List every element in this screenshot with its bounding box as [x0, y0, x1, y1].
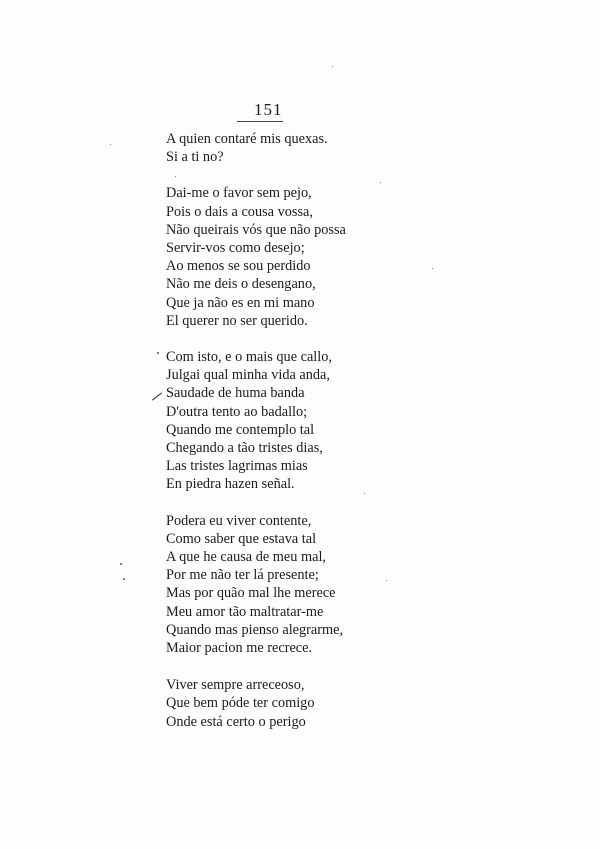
scan-speck — [364, 493, 365, 494]
header-rule — [237, 121, 283, 122]
stanza-2 — [166, 184, 446, 330]
scan-speck — [123, 578, 125, 580]
poem-line: Meu amor tão maltratar-me — [166, 603, 324, 620]
poem-line: D'outra tento ao badallo; — [166, 403, 308, 420]
poem-line: Não queirais vós que não possa — [166, 221, 346, 238]
poem-line: Quando me contemplo tal — [166, 421, 315, 438]
poem-line: Dai-me o favor sem pejo, — [166, 185, 312, 202]
poem-line: Como saber que estava tal — [166, 530, 317, 547]
poem-line: Que bem póde ter comigo — [166, 695, 315, 712]
poem-line: A que he causa de meu mal, — [166, 549, 326, 566]
poem-line: Não me deis o desengano, — [166, 276, 316, 293]
stanza-4 — [166, 512, 446, 658]
poem — [166, 130, 446, 731]
scan-speck — [175, 176, 176, 177]
scan-speck — [432, 268, 433, 269]
poem-line: Julgai qual minha vida anda, — [166, 367, 330, 384]
poem-line: Servir-vos como desejo; — [166, 240, 305, 257]
poem-line: Ao menos se sou perdido — [166, 258, 311, 275]
scan-speck — [110, 144, 111, 145]
poem-line: A quien contaré mis quexas. — [166, 131, 328, 147]
poem-line: Chegando a tão tristes dias, — [166, 440, 323, 457]
scan-speck — [120, 563, 122, 565]
poem-line: Las tristes lagrimas mias — [166, 458, 308, 475]
poem-line: Com isto, e o mais que callo, — [166, 349, 332, 366]
poem-line: Si a ti no? — [166, 149, 224, 166]
poem-line: Podera eu viver contente, — [166, 512, 312, 529]
poem-line: El querer no ser querido. — [166, 312, 308, 329]
scan-speck — [386, 580, 387, 581]
poem-line: Maior pacion me recrece. — [166, 640, 313, 657]
poem-line: Quando mas pienso alegrarme, — [166, 621, 344, 638]
poem-line: Saudade de huma banda — [166, 385, 305, 402]
poem-line: Pois o dais a cousa vossa, — [166, 203, 313, 220]
stanza-3 — [166, 348, 446, 494]
poem-line: Que ja não es en mi mano — [166, 294, 315, 311]
page-number: 151 — [254, 100, 283, 119]
poem-line: Por me não ter lá presente; — [166, 567, 319, 584]
scan-speck — [332, 66, 333, 67]
poem-line: Viver sempre arreceoso, — [166, 677, 305, 694]
scan-speck — [380, 182, 381, 183]
pen-mark — [152, 392, 162, 400]
scan-speck — [157, 352, 159, 354]
stanza-5 — [166, 676, 446, 731]
poem-line: Mas por quão mal lhe merece — [166, 585, 336, 602]
poem-line: En piedra hazen señal. — [166, 476, 295, 493]
stanza-1 — [166, 130, 446, 166]
poem-line: Onde está certo o perigo — [166, 713, 306, 730]
